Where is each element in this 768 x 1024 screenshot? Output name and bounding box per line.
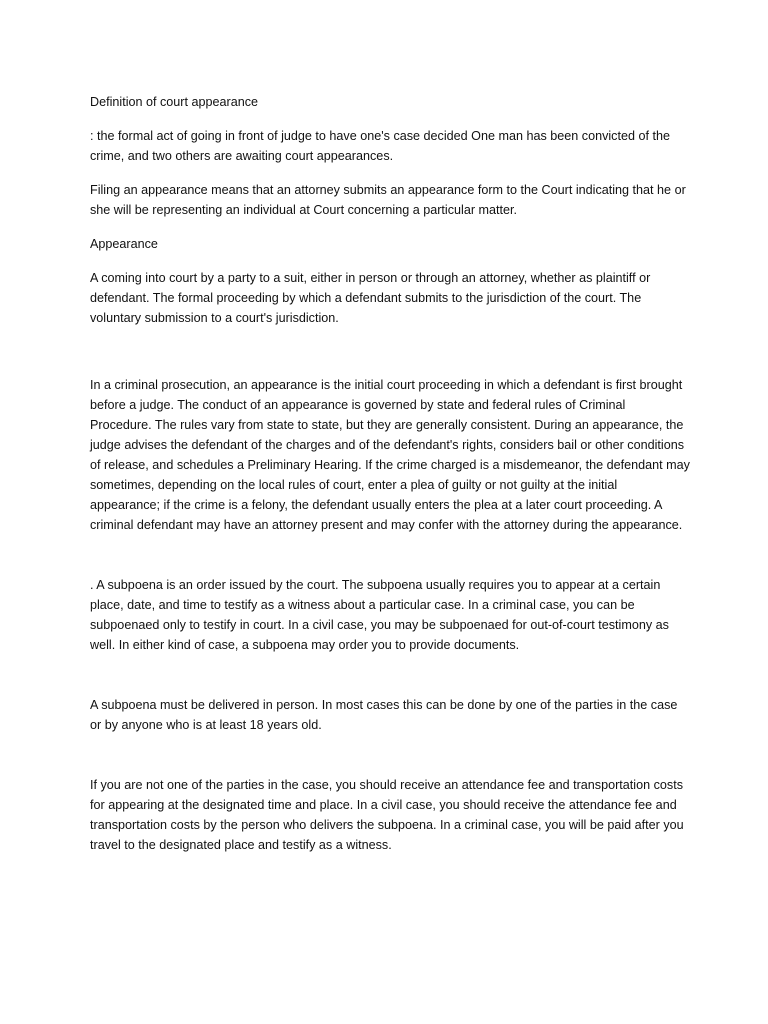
paragraph-coming-into-court: A coming into court by a party to a suit, either in person or through an attorney, whether as plaintiff or defendant. The formal proceeding by which a defendant submits to the jurisdiction of the court. The voluntary submission to a court's jurisdiction. [90,271,651,325]
heading-appearance: Appearance [90,237,158,251]
paragraph-definition-text: : the formal act of going in front of judge to have one's case decided One man has been convicted of the crime, and two others are awaiting court appearances. [90,129,670,163]
paragraph-attendance-fee: If you are not one of the parties in the case, you should receive an attendance fee and transportation costs for appearing at the designated time and place. In a civil case, you should receive the attendance fee and transportation costs by the person who delivers the subpoena. In a criminal case, you will be paid after you travel to the designated place and testify as a witness. [90,778,684,852]
paragraph-subpoena-delivery: A subpoena must be delivered in person. In most cases this can be done by one of the parties in the case or by anyone who is at least 18 years old. [90,698,678,732]
paragraph-subpoena-order: . A subpoena is an order issued by the court. The subpoena usually requires you to appear at a certain place, date, and time to testify as a witness about a particular case. In a criminal case, you can be subpoenaed only to testify in court. In a civil case, you may be subpoenaed for out-of-court testimony as well. In either kind of case, a subpoena may order you to provide documents. [90,578,669,652]
paragraph-criminal-prosecution: In a criminal prosecution, an appearance is the initial court proceeding in which a defendant is first brought before a judge. The conduct of an appearance is governed by state and federal rules of Criminal Procedure. The rules vary from state to state, but they are generally consistent. During an appearance, the judge advises the defendant of the charges and of the defendant's rights, considers bail or other conditions of release, and schedules a Preliminary Hearing. If the crime charged is a misdemeanor, the defendant may sometimes, depending on the local rules of court, enter a plea of guilty or not guilty at the initial appearance; if the crime is a felony, the defendant usually enters the plea at a later court proceeding. A criminal defendant may have an attorney present and may confer with the attorney during the appearance. [90,378,690,532]
paragraph-filing-appearance: Filing an appearance means that an attorney submits an appearance form to the Court indicating that he or she will be representing an individual at Court concerning a particular matter. [90,183,686,217]
heading-definition: Definition of court appearance [90,95,259,109]
document-body [90,92,690,855]
